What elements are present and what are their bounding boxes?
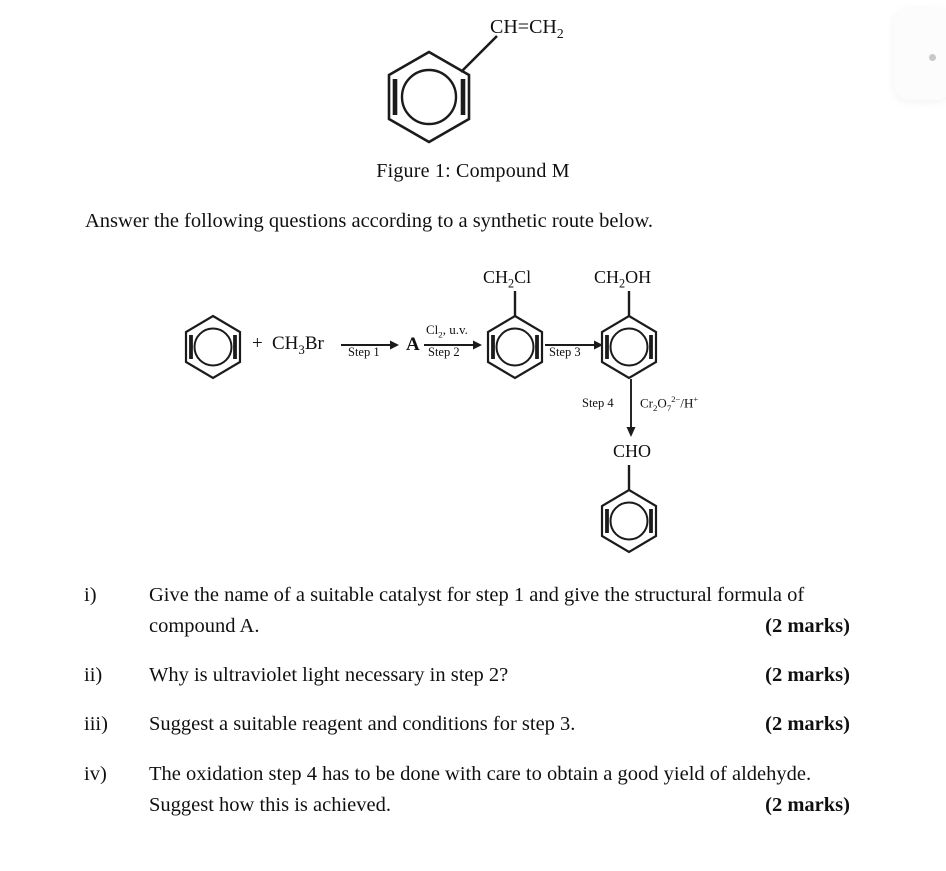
question-body-ii <box>149 660 850 691</box>
compound-a-label: A <box>406 334 420 355</box>
question-text-ii: Why is ultraviolet light necessary in step 2? <box>149 664 509 687</box>
marks-badge-iii: (2 marks) <box>765 713 850 736</box>
vinyl-group-label <box>490 16 564 42</box>
benzene-ring-benzyl-alcohol <box>598 313 660 381</box>
marks-badge-i: (2 marks) <box>765 615 850 638</box>
figure-1-compound-m <box>0 6 946 183</box>
benzene-ring-benzyl-chloride <box>484 313 546 381</box>
vinyl-group-subscript: 2 <box>556 26 564 41</box>
questions-list <box>0 580 946 839</box>
step4-sub2: 2 <box>653 402 658 413</box>
step4-o: O <box>657 395 667 411</box>
question-number-iii: iii) <box>84 713 108 736</box>
step-1-label: Step 1 <box>348 345 380 359</box>
question-body-i <box>149 580 850 642</box>
step4-cr: Cr <box>640 395 653 411</box>
step-4-arrow <box>626 379 640 437</box>
ch2oh-post: OH <box>625 267 652 287</box>
benzyl-alcohol-substituent-label <box>594 267 651 292</box>
ch2oh-sub: 2 <box>619 276 626 291</box>
benzyl-chloride-substituent-label <box>483 267 531 292</box>
step4-plus: + <box>693 394 699 404</box>
step2-reagent-post: , u.v. <box>442 322 468 337</box>
reagent1-sub: 3 <box>298 341 305 357</box>
ch2cl-sub: 2 <box>508 276 515 291</box>
question-line2-wrap-i <box>149 611 850 642</box>
figure-caption: Figure 1: Compound M <box>376 160 570 182</box>
question-text-iv-line2: Suggest how this is achieved. <box>149 793 391 816</box>
step4-charge: 2− <box>671 394 681 404</box>
step-4-reagent-label <box>640 394 698 413</box>
benzene-ring-benzaldehyde <box>598 487 660 555</box>
question-item-iii <box>0 709 946 740</box>
step4-sub7: 7 <box>666 402 672 413</box>
reagent1-pre: CH <box>272 333 299 354</box>
question-number-ii: ii) <box>84 664 103 687</box>
question-text-iv-line1: The oxidation step 4 has to be done with care to obtain a good yield of aldehyde. <box>149 762 812 785</box>
question-text-i-line1: Give the name of a suitable catalyst for step 1 and give the structural formula of <box>149 584 805 606</box>
step-2-label: Step 2 <box>428 345 460 359</box>
benzene-ring-reactant <box>182 313 244 381</box>
question-line2-wrap-iv <box>149 790 850 821</box>
step-2-reagent-label <box>426 322 468 340</box>
question-text-i-line2: compound A. <box>149 615 260 638</box>
reagent-methyl-bromide <box>272 333 324 358</box>
question-body-iii <box>149 709 850 740</box>
reaction-scheme <box>0 255 946 565</box>
step-4-label: Step 4 <box>582 396 614 410</box>
ch2cl-pre: CH <box>483 267 509 287</box>
step4-slash-h: /H <box>680 395 694 411</box>
question-body-iv <box>149 759 850 821</box>
step2-reagent-pre: Cl <box>426 322 439 337</box>
question-number-i: i) <box>84 584 97 606</box>
question-item-iv <box>0 759 946 821</box>
reagent1-post: Br <box>304 333 324 354</box>
step2-reagent-sub: 2 <box>438 329 443 340</box>
question-item-i <box>0 580 946 642</box>
step-3-label: Step 3 <box>549 345 581 359</box>
ch2cl-post: Cl <box>514 267 532 287</box>
benzaldehyde-substituent-label: CHO <box>613 441 652 461</box>
question-text-iii: Suggest a suitable reagent and conditions for step 3. <box>149 713 576 736</box>
styrene-structure <box>377 6 617 146</box>
ch2oh-pre: CH <box>594 267 620 287</box>
intro-text: Answer the following questions according to a synthetic route below. <box>85 210 653 232</box>
vinyl-group-text: CH=CH <box>490 16 557 38</box>
marks-badge-ii: (2 marks) <box>765 664 850 687</box>
question-number-iv: iv) <box>84 762 107 785</box>
question-item-ii <box>0 660 946 691</box>
plus-sign: + <box>252 333 263 354</box>
marks-badge-iv: (2 marks) <box>765 793 850 816</box>
